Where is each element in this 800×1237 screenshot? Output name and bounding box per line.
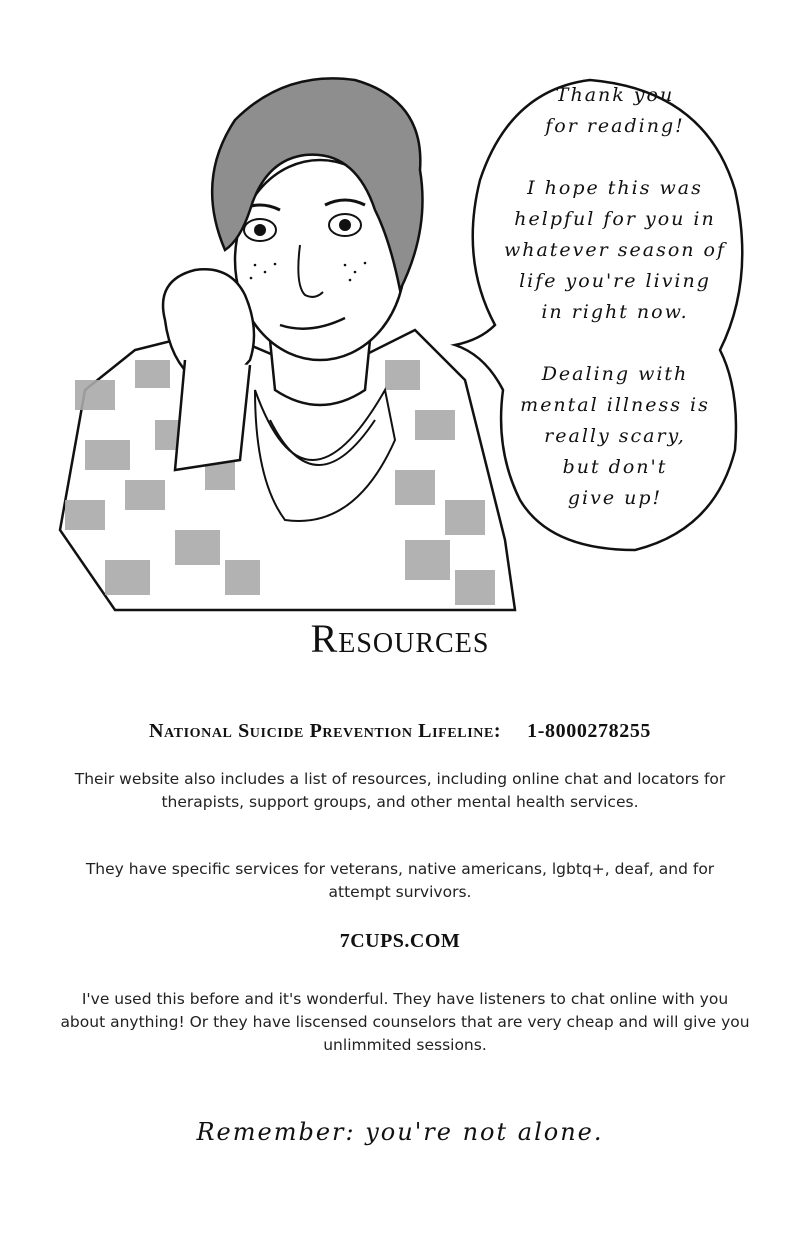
bubble-line: Thank you bbox=[555, 84, 675, 106]
bubble-line: whatever season of bbox=[503, 239, 727, 261]
lifeline-label: National Suicide Prevention Lifeline: bbox=[148, 720, 502, 742]
bubble-line: helpful for you in bbox=[514, 208, 716, 230]
bubble-line: but don't bbox=[562, 456, 668, 478]
bubble-line: give up! bbox=[567, 487, 663, 509]
lifeline-services-description: They have specific services for veterans, native americans, lgbtq+, deaf, and for attempt survivors. bbox=[85, 860, 715, 901]
sevencups-description: I've used this before and it's wonderful. They have listeners to chat online with you about anything! Or they have liscensed counselors that are very cheap and will give you unlimmited sessions. bbox=[60, 990, 750, 1054]
bubble-line: in right now. bbox=[541, 301, 689, 323]
lifeline-heading bbox=[0, 720, 800, 743]
bubble-line: mental illness is bbox=[520, 394, 710, 416]
bubble-line: Dealing with bbox=[541, 363, 689, 385]
bubble-line: for reading! bbox=[545, 115, 685, 137]
resources-heading: Resources bbox=[310, 616, 490, 661]
lifeline-description: Their website also includes a list of resources, including online chat and locators for therapists, support groups, and other mental health services. bbox=[74, 770, 726, 811]
closing-message: Remember: you're not alone. bbox=[196, 1118, 604, 1146]
speech-bubble-text bbox=[470, 80, 760, 514]
bubble-line: I hope this was bbox=[527, 177, 703, 199]
bubble-line: life you're living bbox=[519, 270, 711, 292]
lifeline-phone-number: 1-8000278255 bbox=[527, 720, 652, 742]
bubble-line: really scary, bbox=[544, 425, 686, 447]
sevencups-heading: 7CUPS.COM bbox=[339, 930, 461, 952]
